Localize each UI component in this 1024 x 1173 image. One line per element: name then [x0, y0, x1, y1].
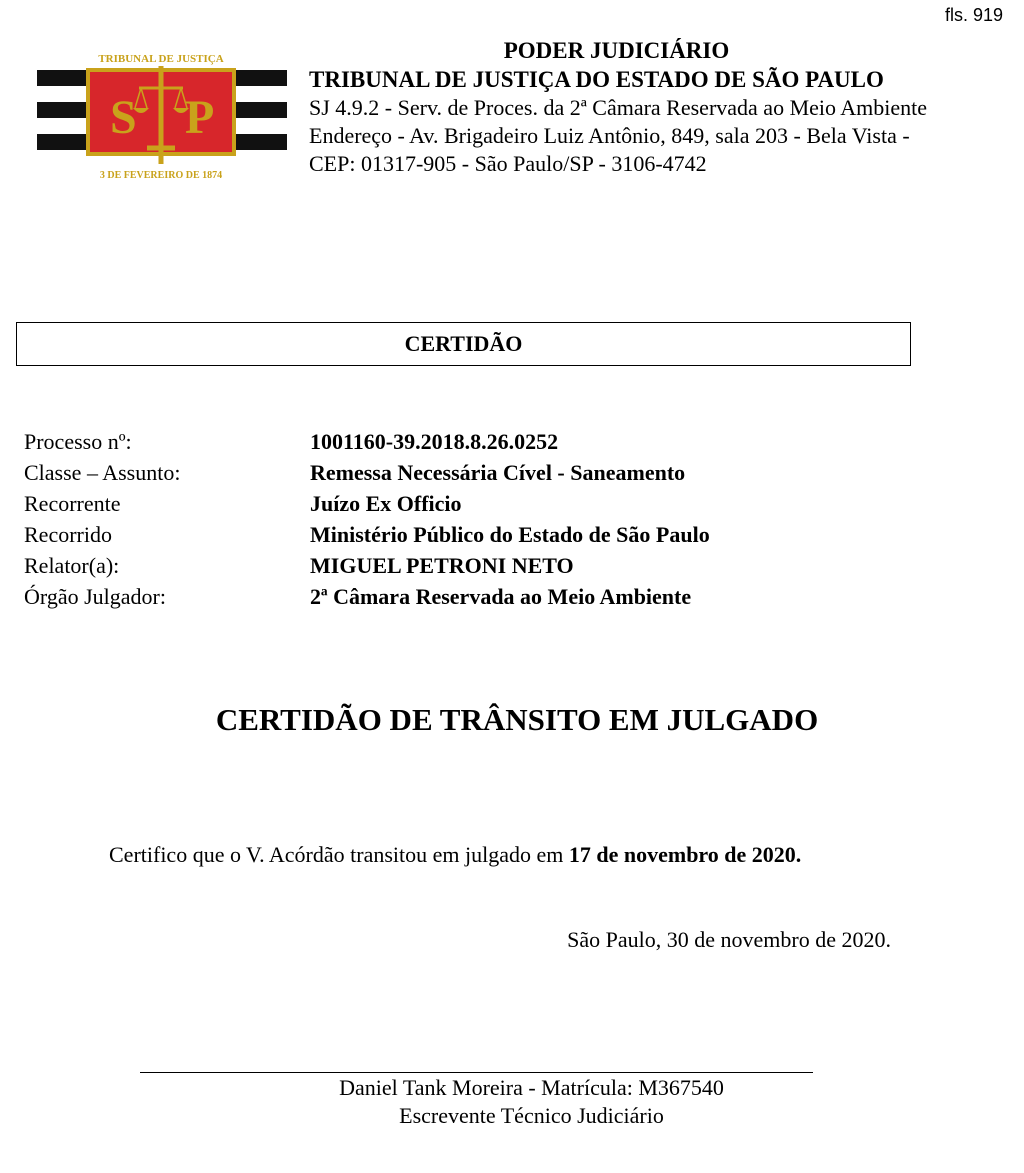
certidao-label: CERTIDÃO — [404, 331, 523, 356]
field-value: 1001160-39.2018.8.26.0252 — [310, 428, 559, 454]
field-row-classe — [24, 457, 710, 488]
header — [309, 37, 949, 178]
logo-letter-s: S — [110, 91, 137, 144]
statement-date: 17 de novembro de 2020. — [568, 842, 802, 867]
statement-text: Certifico que o V. Acórdão transitou em julgado em — [109, 842, 569, 867]
signer-role: Escrevente Técnico Judiciário — [399, 1103, 664, 1128]
logo-letter-p: P — [185, 91, 215, 144]
certidao-box — [16, 322, 911, 366]
header-servico: SJ 4.9.2 - Serv. de Proces. da 2ª Câmara Reservada ao Meio Ambiente — [309, 95, 928, 120]
header-poder-judiciario: PODER JUDICIÁRIO — [503, 38, 730, 63]
field-row-orgao — [24, 581, 710, 612]
field-label: Processo nº: — [24, 428, 132, 454]
field-label: Recorrente — [24, 490, 121, 516]
field-value: Juízo Ex Officio — [310, 490, 462, 516]
signature-line — [140, 1072, 813, 1073]
field-value: MIGUEL PETRONI NETO — [310, 552, 574, 578]
field-value: Remessa Necessária Cível - Saneamento — [310, 459, 686, 485]
logo-top-text: TRIBUNAL DE JUSTIÇA — [98, 53, 224, 65]
signer-name: Daniel Tank Moreira - Matrícula: M367540 — [339, 1075, 724, 1100]
header-tribunal: TRIBUNAL DE JUSTIÇA DO ESTADO DE SÃO PAULO — [309, 67, 884, 92]
tjsp-logo — [35, 48, 287, 186]
field-label: Órgão Julgador: — [24, 583, 166, 609]
field-row-recorrente — [24, 488, 710, 519]
field-value: 2ª Câmara Reservada ao Meio Ambiente — [310, 583, 692, 609]
field-label: Recorrido — [24, 521, 112, 547]
field-row-relator — [24, 550, 710, 581]
field-label: Classe – Assunto: — [24, 459, 181, 485]
field-label: Relator(a): — [24, 552, 120, 578]
signature-block — [140, 1074, 923, 1130]
field-row-processo — [24, 426, 710, 457]
process-fields — [24, 426, 710, 612]
field-value: Ministério Público do Estado de São Paulo — [310, 521, 710, 547]
page-number: fls. 919 — [944, 5, 1003, 25]
field-row-recorrido — [24, 519, 710, 550]
header-endereco: Endereço - Av. Brigadeiro Luiz Antônio, 849, sala 203 - Bela Vista - CEP: 01317-905 - São Paulo/SP - 3106-4742 — [309, 123, 910, 176]
certification-statement — [109, 842, 801, 868]
document-title: CERTIDÃO DE TRÂNSITO EM JULGADO — [215, 702, 819, 737]
logo-bottom-text: 3 DE FEVEREIRO DE 1874 — [99, 170, 223, 181]
place-date: São Paulo, 30 de novembro de 2020. — [567, 927, 891, 952]
